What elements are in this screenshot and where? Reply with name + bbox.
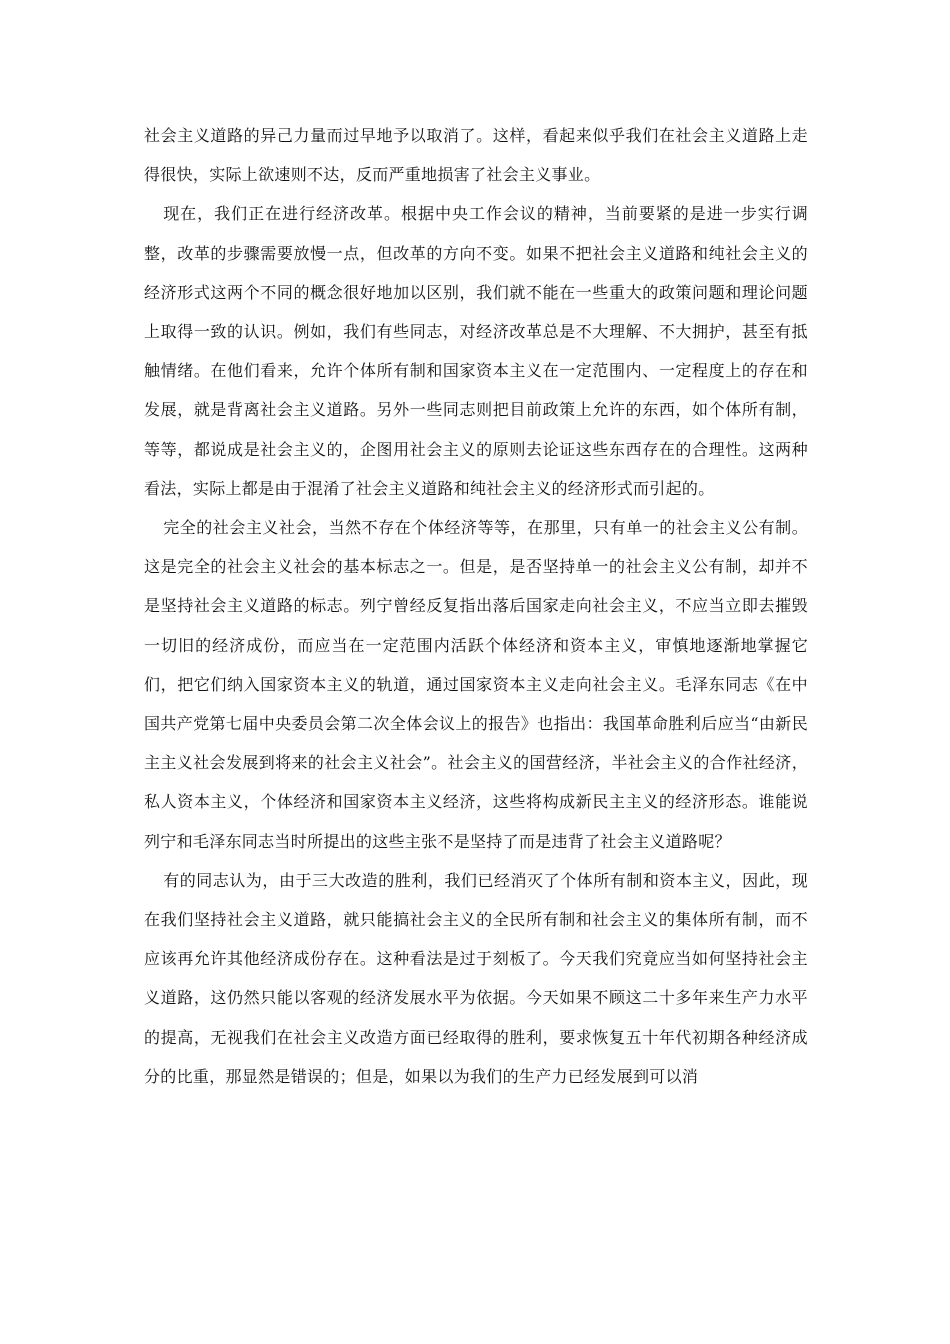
article-body (144, 116, 808, 1096)
paragraph-2: 现在，我们正在进行经济改革。根据中央工作会议的精神，当前要紧的是进一步实行调整，改革的步骤需要放慢一点，但改革的方向不变。如果不把社会主义道路和纯社会主义的经济形式这两个不同的概念很好地加以区别，我们就不能在一些重大的政策问题和理论问题上取得一致的认识。例如，我们有些同志，对经济改革总是不大理解、不大拥护，甚至有抵触情绪。在他们看来，允许个体所有制和国家资本主义在一定范围内、一定程度上的存在和发展，就是背离社会主义道路。另外一些同志则把目前政策上允许的东西，如个体所有制，等等，都说成是社会主义的，企图用社会主义的原则去论证这些东西存在的合理性。这两种看法，实际上都是由于混淆了社会主义道路和纯社会主义的经济形式而引起的。 (144, 204, 808, 498)
paragraph-4: 有的同志认为，由于三大改造的胜利，我们已经消灭了个体所有制和资本主义，因此，现在我们坚持社会主义道路，就只能搞社会主义的全民所有制和社会主义的集体所有制，而不应该再允许其他经济成份存在。这种看法是过于刻板了。今天我们究竟应当如何坚持社会主义道路，这仍然只能以客观的经济发展水平为依据。今天如果不顾这二十多年来生产力水平的提高，无视我们在社会主义改造方面已经取得的胜利，要求恢复五十年代初期各种经济成分的比重，那显然是错误的；但是，如果以为我们的生产力已经发展到可以消 (144, 870, 808, 1086)
paragraph-3: 完全的社会主义社会，当然不存在个体经济等等，在那里，只有单一的社会主义公有制。这是完全的社会主义社会的基本标志之一。但是，是否坚持单一的社会主义公有制，却并不是坚持社会主义道路的标志。列宁曾经反复指出落后国家走向社会主义，不应当立即去摧毁一切旧的经济成份，而应当在一定范围内活跃个体经济和资本主义，审慎地逐渐地掌握它们，把它们纳入国家资本主义的轨道，通过国家资本主义走向社会主义。毛泽东同志《在中国共产党第七届中央委员会第二次全体会议上的报告》也指出：我国革命胜利后应当“由新民主主义社会发展到将来的社会主义社会”。社会主义的国营经济，半社会主义的合作社经济，私人资本主义，个体经济和国家资本主义经济，这些将构成新民主主义的经济形态。谁能说列宁和毛泽东同志当时所提出的这些主张不是坚持了而是违背了社会主义道路呢？ (144, 518, 808, 851)
paragraph-1: 社会主义道路的异己力量而过早地予以取消了。这样，看起来似乎我们在社会主义道路上走得很快，实际上欲速则不达，反而严重地损害了社会主义事业。 (144, 126, 808, 185)
